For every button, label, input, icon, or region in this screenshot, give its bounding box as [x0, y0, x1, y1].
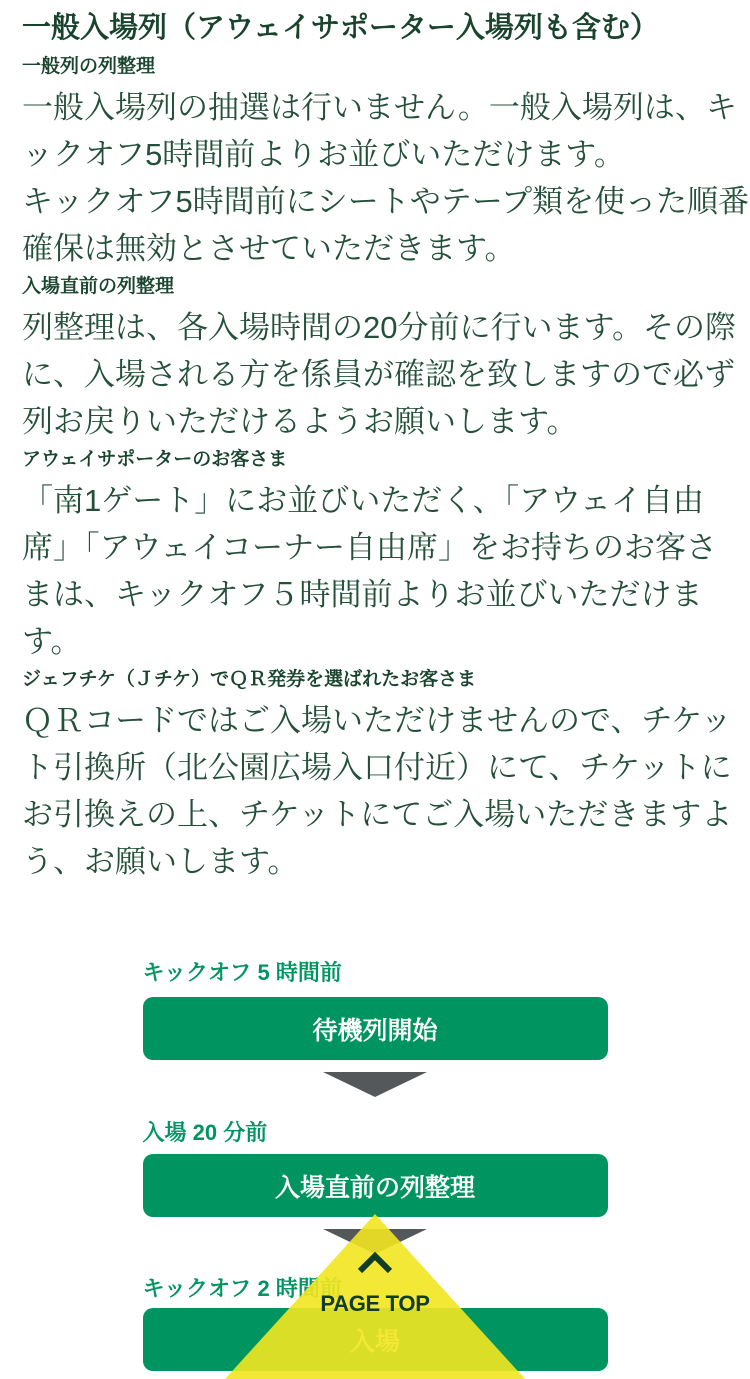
text-line: 確保は無効とさせていただきます。 — [22, 231, 516, 266]
text-line: まは、キックオフ５時間前よりお並びいただけま — [22, 577, 703, 612]
chevron-up-icon[interactable] — [356, 1252, 394, 1274]
section-heading-pre-entry: 入場直前の列整理 — [22, 276, 175, 297]
text-line: 「南1ゲート」にお並びいただく、「アウェイ自由 — [22, 483, 704, 518]
text-line: ＱＲコードではご入場いただけませんので、チケッ — [22, 703, 732, 738]
flow-step-3-box: 入場 — [143, 1308, 608, 1371]
section-heading-away-supporters: アウェイサポーターのお客さま — [22, 449, 288, 470]
paragraph-general-line — [22, 84, 750, 272]
text-line: す。 — [22, 624, 82, 659]
text-line: ト引換所（北公園広場入口付近）にて、チケットに — [22, 750, 732, 785]
text-line: 列お戻りいただけるようお願いします。 — [22, 404, 578, 439]
flow-step-1-label: キックオフ 5 時間前 — [142, 960, 342, 985]
paragraph-pre-entry — [22, 304, 736, 445]
text-line: キックオフ5時間前にシートやテープ類を使った順番 — [22, 184, 750, 219]
text-line: う、お願いします。 — [22, 844, 299, 879]
text-line: 席」「アウェイコーナー自由席」をお持ちのお客さ — [22, 530, 718, 565]
article-body — [0, 10, 750, 1371]
paragraph-jefchike-qr — [22, 697, 733, 885]
flow-step-3-label: キックオフ 2 時間前 — [142, 1276, 342, 1301]
page — [0, 10, 750, 1356]
paragraph-away-supporters — [22, 477, 728, 665]
arrow-down-icon — [323, 1072, 427, 1097]
text-line: に、入場される方を係員が確認を致しますので必ず — [22, 357, 735, 392]
flow-step-2-label: 入場 20 分前 — [142, 1120, 268, 1145]
flow-step-2-box: 入場直前の列整理 — [143, 1154, 608, 1217]
section-heading-general-line: 一般列の列整理 — [22, 56, 156, 77]
page-title: 一般入場列（アウェイサポーター入場列も含む） — [22, 12, 659, 44]
text-line: お引換えの上、チケットにてご入場いただきますよ — [22, 797, 733, 832]
flow-step-1-box: 待機列開始 — [143, 997, 608, 1060]
page-top-label[interactable]: PAGE TOP — [320, 1291, 430, 1316]
text-line: 一般入場列の抽選は行いません。一般入場列は、キ — [22, 90, 737, 125]
section-heading-jefchike-qr: ジェフチケ（Ｊチケ）でＱＲ発券を選ばれたお客さま — [22, 669, 477, 690]
text-line: 列整理は、各入場時間の20分前に行います。その際 — [22, 310, 736, 345]
text-line: ックオフ5時間前よりお並びいただけます。 — [22, 137, 625, 172]
